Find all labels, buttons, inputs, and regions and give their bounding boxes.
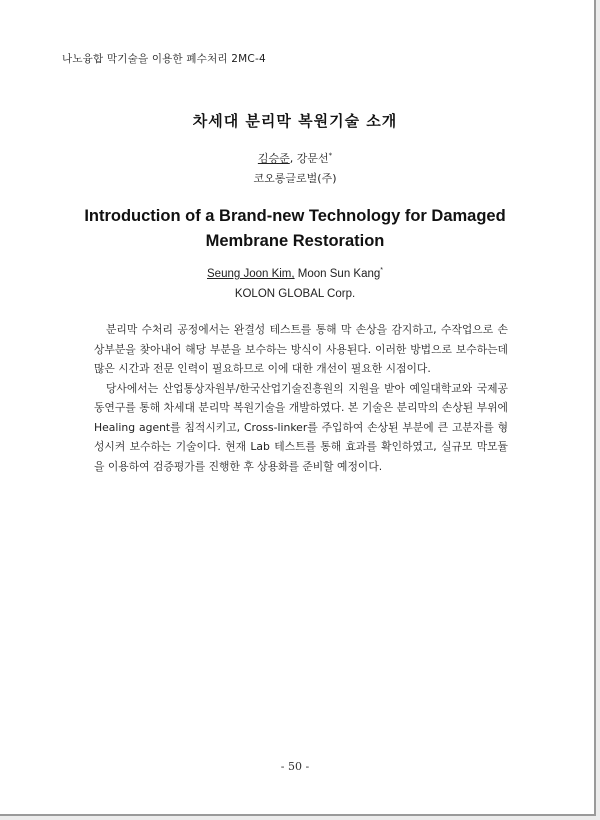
english-author-first: Seung Joon Kim, xyxy=(207,268,295,280)
korean-authors xyxy=(0,150,590,166)
english-author-second: Moon Sun Kang xyxy=(294,268,381,280)
korean-corresponding-mark: * xyxy=(328,151,333,160)
english-authors xyxy=(0,268,590,280)
korean-title: 차세대 분리막 복원기술 소개 xyxy=(192,112,398,130)
english-affiliation: KOLON GLOBAL Corp. xyxy=(234,288,356,300)
abstract-paragraph-2: 당사에서는 산업통상자원부/한국산업기술진흥원의 지원을 받아 예일대학교와 국제공동연구를 통해 차세대 분리막 복원기술을 개발하였다. 본 기술은 분리막의 손상된 부위에 Healing agent를 침적시키고, Cross-linker를 주입하여 손상된 부분에 큰 고분자를 형성시켜 보수하는 기술이다. 현재 Lab 테스트를 통해 효과를 확인하였고, 실규모 막모듈을 이용하여 검증평가를 진행한 후 상용화를 준비할 예정이다. xyxy=(94,381,508,473)
running-header: 나노융합 막기술을 이용한 폐수처리 2MC-4 xyxy=(62,53,266,65)
korean-author-first: 김승준 xyxy=(257,152,290,165)
page-number: - 50 - xyxy=(280,760,310,773)
abstract-paragraph-1: 분리막 수처리 공정에서는 완결성 테스트를 통해 막 손상을 감지하고, 수작업으로 손상부분을 찾아내어 해당 부분을 보수하는 방식이 사용된다. 이러한 방법으로 보수하는데 많은 시간과 전문 인력이 필요하므로 이에 대한 개선이 필요한 시점이다. xyxy=(94,323,508,375)
korean-affiliation: 코오롱글로벌(주) xyxy=(253,172,337,185)
english-title: Introduction of a Brand-new Technology for Damaged Membrane Restoration xyxy=(84,207,506,250)
abstract-body xyxy=(94,320,508,476)
korean-author-separator: , xyxy=(289,152,297,165)
korean-author-second: 강문선 xyxy=(296,152,329,165)
english-corresponding-mark: * xyxy=(380,267,383,275)
